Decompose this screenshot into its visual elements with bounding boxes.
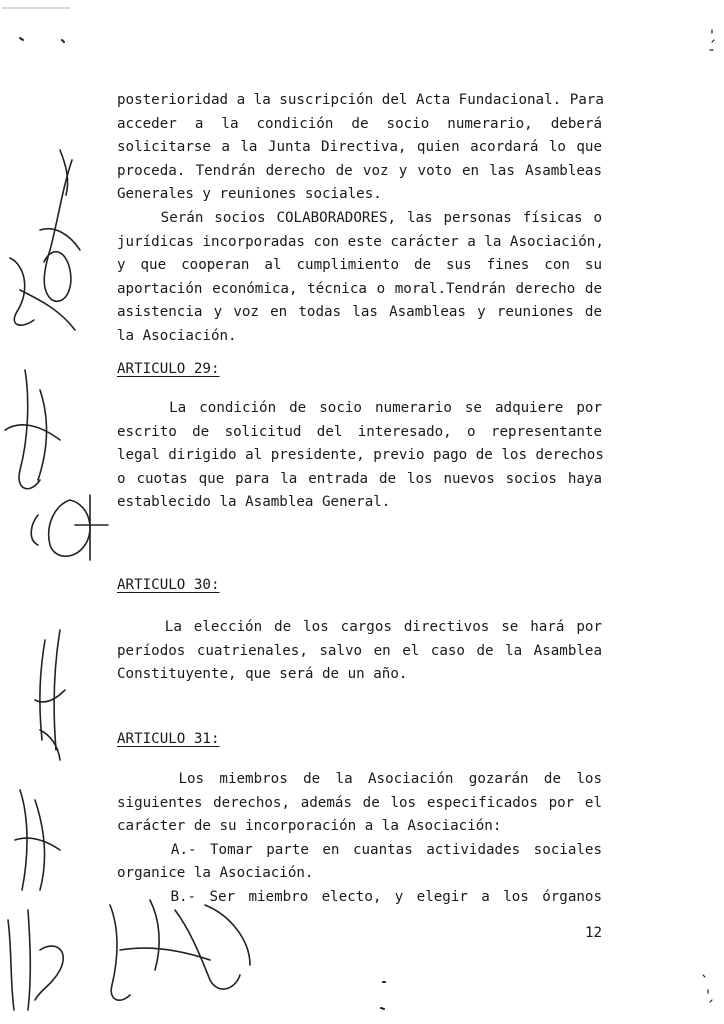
page-number: 12 — [585, 925, 603, 941]
text-line: A.- Tomar parte en cuantas actividades sociales — [117, 841, 602, 858]
text-line: legal dirigido al presidente, previo pago de los derechos — [117, 447, 604, 464]
text-line: La condición de socio numerario se adquiere por — [117, 400, 602, 416]
text-line: proceda. Tendrán derecho de voz y voto en las Asambleas — [117, 162, 602, 179]
text-line: o cuotas que para la entrada de los nuevos socios haya — [117, 470, 602, 487]
text-line: La elección de los cargos directivos se hará por — [117, 619, 602, 635]
text-line: jurídicas incorporadas con este carácter a la Asociación, — [117, 233, 604, 250]
text-line: posterioridad a la suscripción del Acta Fundacional. Para — [117, 92, 604, 108]
text-line: acceder a la condición de socio numerario, deberá — [117, 115, 602, 132]
text-line: y que cooperan al cumplimiento de sus fines con su — [117, 257, 602, 274]
text-line: Generales y reuniones sociales. — [117, 186, 382, 203]
text-line: asistencia y voz en todas las Asambleas y reuniones de — [117, 304, 602, 321]
text-line: la Asociación. — [117, 327, 237, 344]
text-line: siguientes derechos, además de los especificados por el — [117, 794, 602, 811]
text-line: Los miembros de la Asociación gozarán de los — [117, 771, 602, 787]
text-line: carácter de su incorporación a la Asociación: — [117, 818, 502, 835]
text-line: establecido la Asamblea General. — [117, 494, 391, 511]
text-line: Constituyente, que será de un año. — [117, 666, 408, 683]
text-line: organice la Asociación. — [117, 865, 314, 882]
text-line: aportación económica, técnica o moral.Tendrán derecho de — [117, 280, 602, 297]
text-line: B.- Ser miembro electo, y elegir a los órganos — [117, 888, 602, 905]
heading-article-30: ARTICULO 30: — [117, 577, 220, 593]
heading-article-31: ARTICULO 31: — [117, 731, 220, 747]
text-line: Serán socios COLABORADORES, las personas físicas o — [117, 210, 602, 226]
heading-article-29: ARTICULO 29: — [117, 361, 220, 377]
text-line: solicitarse a la Junta Directiva, quien acordará lo que — [117, 139, 602, 156]
text-line: escrito de solicitud del interesado, o representante — [117, 423, 602, 440]
text-line: períodos cuatrienales, salvo en el caso de la Asamblea — [117, 642, 602, 659]
